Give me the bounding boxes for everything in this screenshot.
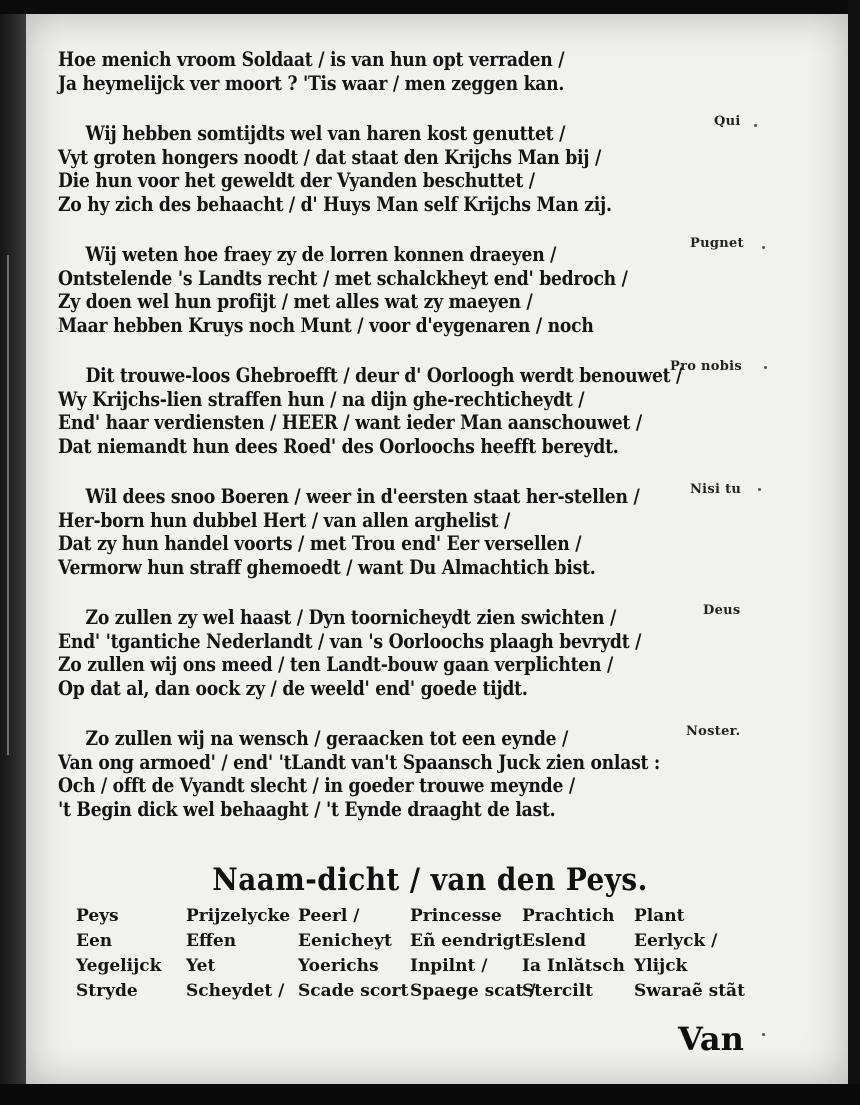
poem-line: Wij hebben somtijdts wel van haren kost genuttet /: [85, 121, 566, 145]
bottom-edge: [0, 1084, 860, 1105]
acrostic-word: Eerlyck /: [634, 931, 718, 951]
poem-line: End' 'tgantiche Nederlandt / van 's Oorloochs plaagh bevrydt /: [58, 628, 642, 653]
poem-line: Wil dees snoo Boeren / weer in d'eersten staat her-stellen /: [85, 484, 640, 508]
ink-speck: [758, 488, 761, 491]
poem-body: [58, 48, 758, 821]
poem-line: Die hun voor het geweldt der Vyanden beschuttet /: [58, 168, 535, 192]
poem-line: End' haar verdiensten / HEER / want ieder Man aanschouwet /: [58, 410, 642, 434]
acrostic-word: Plant: [634, 906, 685, 926]
acrostic-word: Spaege scat /: [410, 981, 536, 1001]
marginal-note: Nisi tu: [690, 482, 742, 497]
ink-speck: [762, 246, 765, 249]
marginal-note: Qui: [714, 114, 741, 129]
marginal-note: Noster.: [686, 724, 741, 739]
acrostic-word: Een: [76, 931, 113, 951]
acrostic-word: Peys: [76, 906, 119, 926]
poem-line: Op dat al, dan oock zy / de weeld' end' goede tijdt.: [58, 675, 528, 700]
poem-line: Ja heymelijck ver moort ? 'Tis waar / men zeggen kan.: [58, 70, 565, 95]
acrostic-word: Stryde: [76, 981, 138, 1001]
stanza: [58, 606, 758, 700]
acrostic-word: Peerl /: [298, 906, 360, 926]
acrostic-word: Ylijck: [634, 956, 688, 976]
poem-line: Zy doen wel hun profijt / met alles wat zy maeyen /: [58, 289, 533, 313]
acrostic-word: Yegelijck: [76, 956, 162, 976]
stanza: [58, 485, 758, 579]
acrostic-word: Stercilt: [522, 981, 594, 1001]
poem-line: Wij weten hoe fraey zy de lorren konnen draeyen /: [85, 242, 557, 266]
stanza: [58, 727, 758, 821]
acrostic-word: Ia Inlătsch: [522, 956, 625, 976]
stanza: [58, 48, 758, 95]
poem-line: Maar hebben Kruys noch Munt / voor d'eygenaren / noch: [58, 312, 594, 337]
poem-line: Zo zullen zy wel haast / Dyn toornicheydt zien swichten /: [85, 605, 616, 629]
marginal-note: Deus: [703, 603, 741, 618]
stanza: [58, 122, 758, 216]
poem-line: Och / offt de Vyandt slecht / in goeder trouwe meynde /: [58, 773, 575, 797]
ink-speck: [754, 124, 757, 127]
marginal-note: Pro nobis: [670, 359, 742, 374]
stanza: [58, 243, 758, 337]
acrostic-word: Eñ eendrigt: [410, 931, 523, 951]
acrostic-word: Scade scort: [298, 981, 409, 1001]
poem-line: Wy Krijchs-lien straffen hun / na dijn ghe-rechticheydt /: [58, 386, 585, 411]
catchword: Van: [678, 1020, 744, 1058]
poem-line: Dat niemandt hun dees Roed' des Oorloochs heefft bereydt.: [58, 433, 619, 458]
acrostic-word: Effen: [186, 931, 237, 951]
acrostic-word: Yoerichs: [298, 956, 379, 976]
poem-line: Dit trouwe-loos Ghebroefft / deur d' Oorloogh werdt benouwet /: [85, 363, 683, 387]
ink-speck: [762, 1033, 765, 1036]
acrostic-word: Prijzelycke: [186, 906, 291, 926]
acrostic-word: Eslend: [522, 931, 587, 951]
acrostic-word: Inpilnt /: [410, 956, 488, 976]
poem-line: Vyt groten hongers noodt / dat staat den Krijchs Man bij /: [58, 144, 601, 169]
acrostic-word: Scheydet /: [186, 981, 285, 1001]
acrostic-grid: [76, 904, 754, 1004]
right-edge: [848, 0, 860, 1105]
acrostic-word: Swaraẽ stãt: [634, 981, 745, 1001]
marginal-note: Pugnet: [690, 236, 744, 251]
acrostic-word: Eenicheyt: [298, 931, 392, 951]
poem-line: Vermorw hun straff ghemoedt / want Du Almachtich bist.: [58, 554, 596, 579]
poem-line: Her-born hun dubbel Hert / van allen arghelist /: [58, 507, 511, 532]
poem-line: Ontstelende 's Landts recht / met schalckheyt end' bedroch /: [58, 265, 628, 290]
binding-edge: [0, 14, 26, 1084]
poem-line: Zo zullen wij ons meed / ten Landt-bouw gaan verplichten /: [58, 652, 613, 676]
acrostic-heading: Naam-dicht / van den Peys.: [212, 862, 648, 898]
poem-line: Zo zullen wij na wensch / geraacken tot een eynde /: [85, 726, 569, 750]
poem-line: Hoe menich vroom Soldaat / is van hun opt verraden /: [58, 47, 565, 71]
ink-speck: [764, 366, 767, 369]
acrostic-word: Yet: [186, 956, 216, 976]
poem-line: 't Begin dick wel behaaght / 't Eynde draaght de last.: [58, 796, 556, 821]
acrostic-word: Princesse: [410, 906, 502, 926]
poem-line: Dat zy hun handel voorts / met Trou end' Eer versellen /: [58, 531, 582, 555]
poem-line: Zo hy zich des behaacht / d' Huys Man self Krijchs Man zij.: [58, 191, 612, 216]
acrostic-word: Prachtich: [522, 906, 615, 926]
stanza: [58, 364, 758, 458]
poem-line: Van ong armoed' / end' 'tLandt van't Spaansch Juck zien onlast :: [58, 749, 661, 774]
margin-rule: [7, 255, 9, 755]
